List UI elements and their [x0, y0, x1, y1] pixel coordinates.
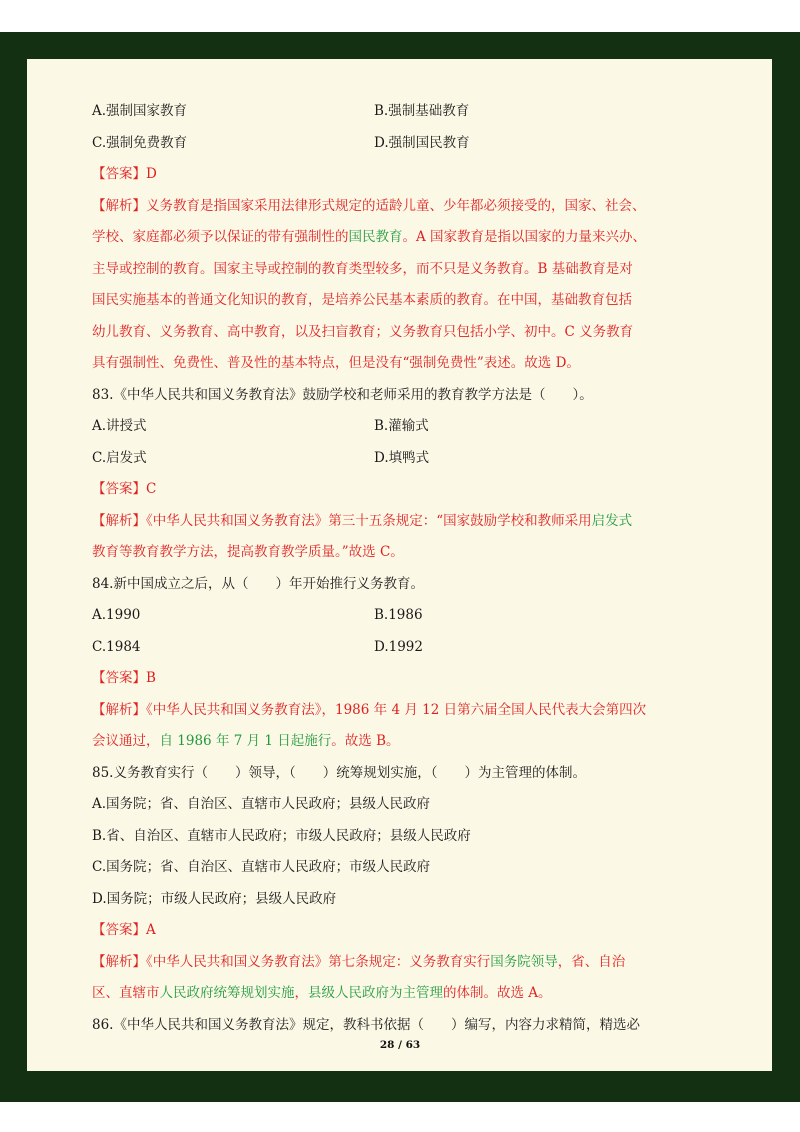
document-content [92, 96, 692, 1041]
analysis-line: 幼儿教育、义务教育、高中教育，以及扫盲教育；义务教育只包括小学、初中。C 义务教育 [92, 323, 634, 340]
analysis-line: 主导或控制的教育。国家主导或控制的教育类型较多，而不只是义务教育。B 基础教育是对 [92, 260, 633, 277]
analysis-line [92, 978, 692, 1010]
option-d: D.1992 [374, 638, 423, 655]
analysis-line: 【解析】《中华人民共和国义务教育法》，1986 年 4 月 12 日第六届全国人民代表大会第四次 [92, 701, 647, 718]
analysis-line: 教育等教育教学方法，提高教育教学质量。”故选 C。 [92, 544, 404, 560]
analysis-text: 区、直辖市 [92, 985, 160, 1001]
analysis-highlight: 启发式 [591, 512, 633, 529]
option-d: D.国务院；市级人民政府；县级人民政府 [92, 890, 337, 907]
answer-line: 【答案】D [92, 166, 157, 182]
option-a: A.强制国家教育 [92, 103, 188, 119]
option-a: A.1990 [92, 607, 141, 623]
option-b: B.灌输式 [374, 418, 429, 434]
analysis-highlight: 国务院领导 [490, 953, 558, 970]
option-c: C.强制免费教育 [92, 134, 188, 151]
analysis-text: 会议通过， [92, 733, 160, 749]
options-row [92, 128, 692, 160]
analysis-text: 。故选 B。 [331, 733, 400, 749]
option-c: C.1984 [92, 638, 141, 655]
analysis-line: 国民实施基本的普通文化知识的教育，是培养公民基本素质的教育。在中国，基础教育包括 [92, 292, 632, 308]
analysis-text: ，省、自治 [557, 953, 626, 970]
option-a: A.国务院；省、自治区、直辖市人民政府；县级人民政府 [92, 796, 431, 812]
analysis-text: ， [294, 985, 308, 1001]
analysis-line: 【解析】义务教育是指国家采用法律形式规定的适龄儿童、少年都必须接受的，国家、社会、 [92, 197, 646, 214]
analysis-text: 学校、家庭都必须予以保证的带有强制性的 [92, 229, 349, 245]
option-b: B.省、自治区、直辖市人民政府；市级人民政府；县级人民政府 [92, 827, 471, 844]
question-86: 86.《中华人民共和国义务教育法》规定，教科书依据（ ）编写，内容力求精简，精选必 [92, 1016, 640, 1033]
answer-line: 【答案】C [92, 481, 157, 497]
options-row [92, 632, 692, 664]
answer-line: 【答案】A [92, 922, 156, 938]
analysis-highlight: 自 1986 年 7 月 1 日起施行 [159, 733, 332, 749]
option-c: C.国务院；省、自治区、直辖市人民政府；市级人民政府 [92, 859, 431, 875]
analysis-text: 【解析】《中华人民共和国义务教育法》第三十五条规定：“国家鼓励学校和教师采用 [92, 512, 592, 529]
option-d: D.强制国民教育 [374, 134, 470, 151]
question-83: 83.《中华人民共和国义务教育法》鼓励学校和老师采用的教育教学方法是（ ）。 [92, 386, 593, 403]
analysis-highlight: 县级人民政府为主管理 [308, 985, 443, 1001]
options-row [92, 96, 692, 128]
options-row [92, 443, 692, 475]
analysis-line: 具有强制性、免费性、普及性的基本特点，但是没有“强制免费性”表述。故选 D。 [92, 355, 580, 371]
page-number: 28 / 63 [379, 1039, 421, 1051]
analysis-highlight: 国民教育 [348, 229, 403, 245]
analysis-line [92, 506, 692, 538]
options-row [92, 411, 692, 443]
analysis-highlight: 人民政府统筹规划实施 [159, 985, 295, 1001]
analysis-text: 的体制。故选 A。 [443, 985, 552, 1001]
analysis-line [92, 947, 692, 979]
option-d: D.填鸭式 [374, 449, 430, 466]
analysis-line [92, 222, 692, 254]
analysis-line [92, 726, 692, 758]
option-a: A.讲授式 [92, 418, 147, 434]
option-b: B.强制基础教育 [374, 103, 470, 119]
analysis-text: 【解析】《中华人民共和国义务教育法》第七条规定：义务教育实行 [92, 953, 491, 970]
analysis-text: 。A 国家教育是指以国家的力量来兴办、 [402, 229, 647, 245]
question-85: 85.义务教育实行（ ）领导，（ ）统筹规划实施，（ ）为主管理的体制。 [92, 764, 586, 781]
option-c: C.启发式 [92, 449, 147, 466]
option-b: B.1986 [374, 607, 423, 623]
options-row [92, 600, 692, 632]
question-84: 84.新中国成立之后，从（ ）年开始推行义务教育。 [92, 575, 424, 592]
answer-line: 【答案】B [92, 670, 156, 686]
